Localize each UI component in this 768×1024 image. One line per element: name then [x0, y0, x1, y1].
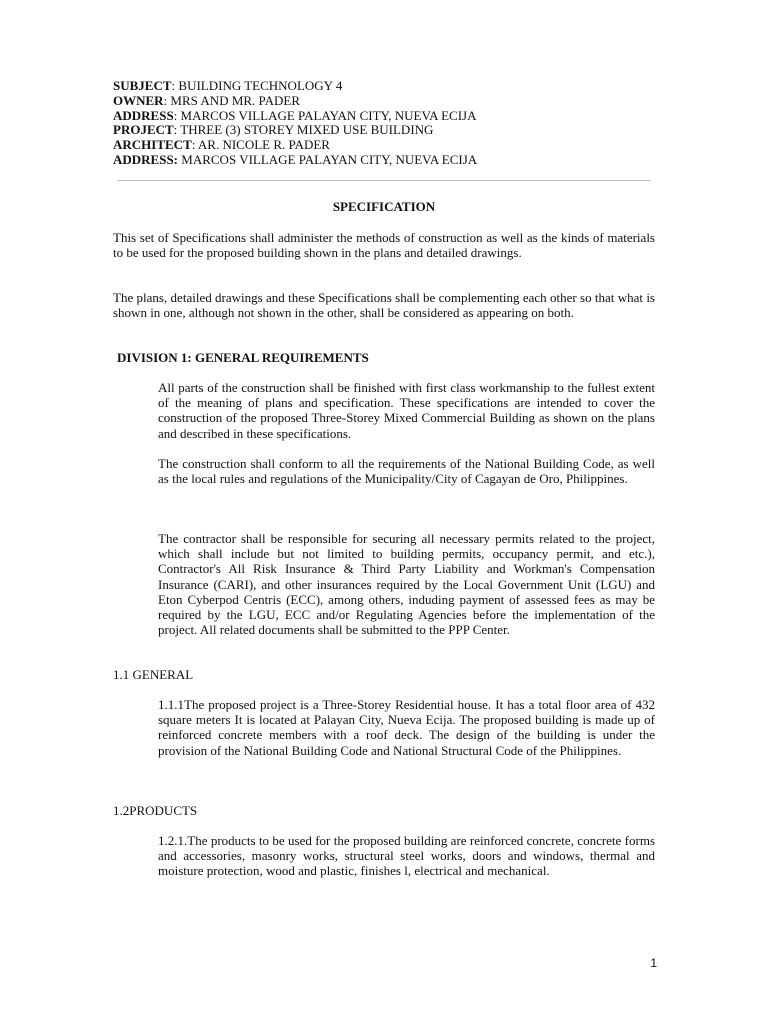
header-address-2-value: MARCOS VILLAGE PALAYAN CITY, NUEVA ECIJA [178, 151, 478, 167]
header-address-2-label: ADDRESS: [113, 151, 179, 167]
document-header [113, 79, 673, 168]
intro-paragraph-2: The plans, detailed drawings and these Specifications shall be complementing each other so that what is shown in one, although not shown in the other, shall be considered as appearing on both. [113, 290, 655, 321]
division-1-heading: DIVISION 1: GENERAL REQUIREMENTS [117, 350, 369, 365]
header-owner-value: : MRS AND MR. PADER [163, 92, 300, 108]
header-project-value: : THREE (3) STOREY MIXED USE BUILDING [173, 122, 434, 138]
header-subject [113, 79, 673, 94]
section-general-paragraph: 1.1.1The proposed project is a Three-Storey Residential house. It has a total floor area of 432 square meters It is located at Palayan City, Nueva Ecija. The proposed building is made up of reinforced concrete members with a roof deck. The design of the building is under the provision of the National Building Code and National Structural Code of the Philippines. [158, 697, 655, 758]
division-1-paragraph-2: The construction shall conform to all the requirements of the National Building Code, as well as the local rules and regulations of the Municipality/City of Cagayan de Oro, Philippines. [158, 456, 655, 487]
header-owner-label: OWNER [113, 92, 164, 108]
section-products-heading: 1.2PRODUCTS [113, 803, 198, 818]
section-general-heading: 1.1 GENERAL [113, 667, 194, 682]
intro-paragraph-1: This set of Specifications shall administer the methods of construction as well as the kinds of materials to be used for the proposed building shown in the plans and detailed drawings. [113, 230, 655, 261]
header-project-label: PROJECT [113, 122, 174, 138]
header-address-2 [113, 153, 673, 168]
header-architect-label: ARCHITECT [113, 137, 192, 153]
header-address [113, 109, 673, 124]
header-subject-label: SUBJECT [113, 78, 172, 93]
document-title: SPECIFICATION [332, 199, 436, 214]
header-owner [113, 94, 673, 109]
division-1-paragraph-1: All parts of the construction shall be finished with first class workmanship to the fullest extent of the meaning of plans and specification. These specifications are intended to cover the construction of the proposed Three-Storey Mixed Commercial Building as shown on the plans and described in these specifications. [158, 380, 655, 441]
section-products-paragraph: 1.2.1.The products to be used for the proposed building are reinforced concrete, concrete forms and accessories, masonry works, structural steel works, doors and windows, thermal and moisture protection, wood and plastic, finishes l, electrical and mechanical. [158, 833, 655, 879]
header-divider [117, 180, 651, 181]
header-subject-value: : BUILDING TECHNOLOGY 4 [171, 78, 343, 93]
header-address-value: : MARCOS VILLAGE PALAYAN CITY, NUEVA ECIJA [173, 107, 477, 123]
header-architect [113, 138, 673, 153]
division-1-paragraph-3: The contractor shall be responsible for securing all necessary permits related to the project, which shall include but not limited to building permits, occupancy permit, and etc.), Contractor's All Risk Insurance & Third Party Liability and Workman's Compensation Insurance (CARI), and other insurances required by the Local Government Unit (LGU) and Eton Cyberpod Centris (ECC), among others, induding payment of assessed fees as may be required by the LGU, ECC and/or Regulating Agencies before the implementation of the project. All related documents shall be submitted to the PPP Center. [158, 531, 655, 638]
page-number: 1 [650, 956, 657, 970]
header-address-label: ADDRESS [113, 107, 174, 123]
header-architect-value: : AR. NICOLE R. PADER [191, 137, 330, 153]
header-project [113, 123, 673, 138]
